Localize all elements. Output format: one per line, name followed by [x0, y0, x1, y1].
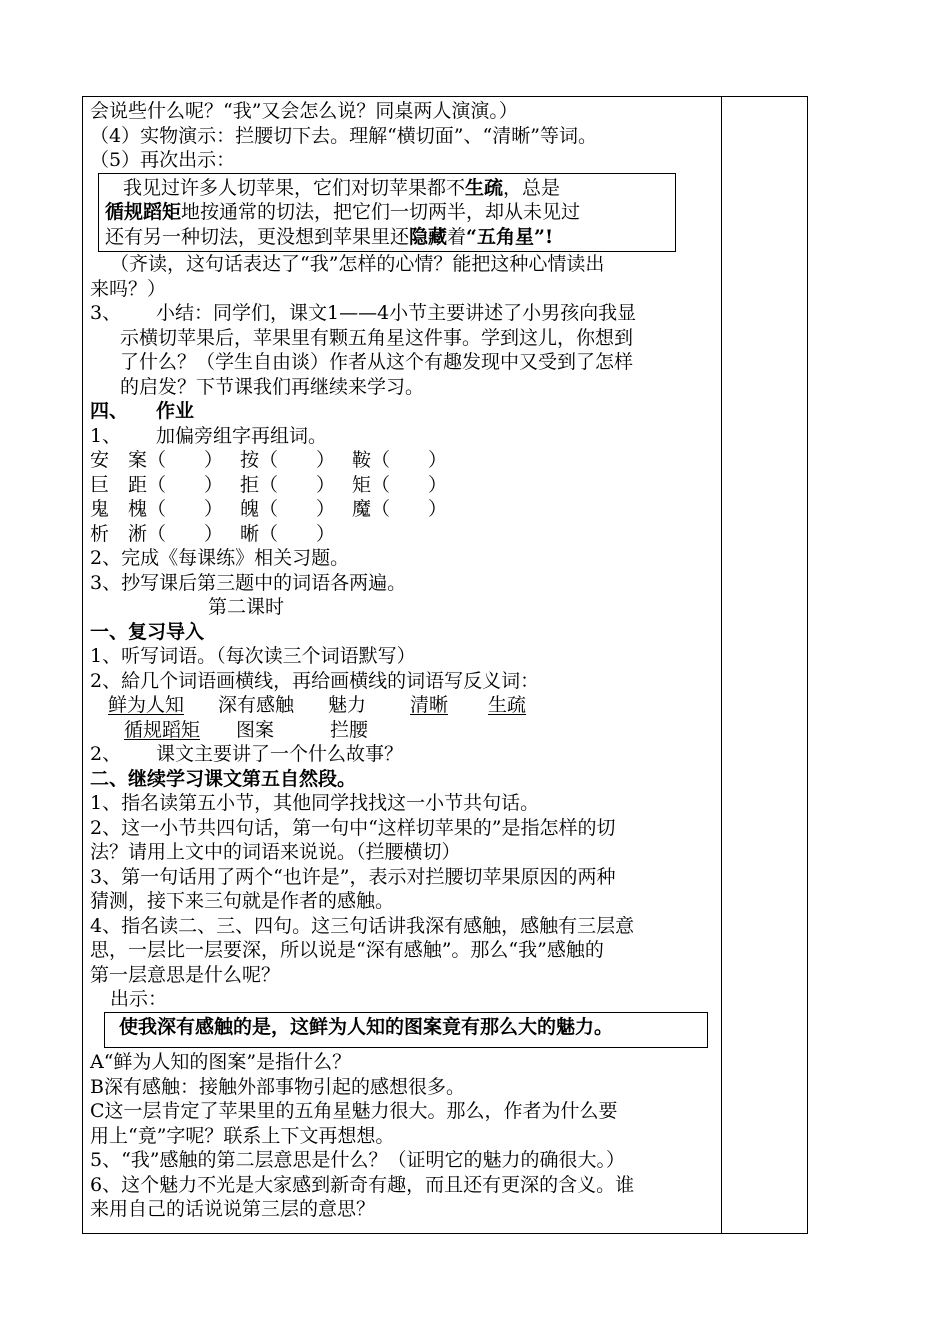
section-heading: 二、继续学习课文第五自然段。 — [90, 767, 357, 790]
word-underlined: 生疏 — [488, 694, 527, 716]
text-line: （5）再次出示： — [90, 149, 236, 171]
word: 图案 — [236, 718, 275, 741]
word-underlined: 鲜为人知 — [108, 694, 185, 716]
quote-box — [98, 173, 676, 253]
char-cell: 按（ ） — [240, 449, 336, 471]
body-text: 用上“竟”字呢？联系上下文再想想。 — [90, 1124, 395, 1147]
text-line: （齐读，这句话表达了“我”怎样的心情？能把这种心情读出 — [110, 253, 605, 275]
body-text: 来用自己的话说说第三层的意思？ — [90, 1198, 376, 1220]
word-underlined: 清晰 — [410, 694, 449, 716]
quote-text: 我见过许多人切苹果，它们对切苹果都不 — [123, 176, 466, 199]
word-underlined: 循规蹈矩 — [124, 718, 201, 741]
char-cell: 巨 距（ ） — [90, 473, 224, 496]
keyword-xunguidaoju: 循规蹈矩 — [105, 201, 182, 223]
keyword-shengshu: 生疏 — [465, 176, 504, 199]
review-text: 2、給几个词语画横线，再给画横线的词语写反义词： — [90, 669, 540, 692]
summary-text: 了什么？（学生自由谈）作者从这个有趣发现中又受到了怎样 — [120, 351, 634, 373]
lesson-period-title: 第二课时 — [208, 596, 285, 618]
item-number: 1、 — [90, 424, 122, 447]
word: 拦腰 — [330, 718, 369, 741]
quote-text: 地按通常的切法，把它们一切两半，却从未见过 — [181, 201, 581, 223]
homework-text: 3、抄写课后第三题中的词语各两遍。 — [90, 571, 407, 594]
summary-text: 的启发？下节课我们再继续来学习。 — [120, 375, 425, 398]
body-text: A“鲜为人知的图案”是指什么？ — [90, 1051, 352, 1073]
body-text: 2、这一小节共四句话，第一句中“这样切苹果的”是指怎样的切 — [90, 816, 616, 839]
quote-text: ，总是 — [503, 176, 561, 199]
char-cell: 魔（ ） — [352, 498, 448, 520]
word: 深有感触 — [218, 694, 295, 716]
body-text: 第一层意思是什么呢？ — [90, 963, 281, 986]
review-text: 课文主要讲了一个什么故事？ — [156, 743, 404, 765]
char-cell: 拒（ ） — [240, 473, 336, 496]
char-row — [90, 497, 720, 522]
quote-text: 着 — [447, 225, 467, 248]
keyword-yincang: 隐藏 — [409, 225, 448, 248]
summary-text: 示横切苹果后，苹果里有颗五角星这件事。学到这儿，你想到 — [120, 326, 634, 349]
review-text: 1、听写词语。（每次读三个词语默写） — [90, 645, 416, 667]
homework-text: 加偏旁组字再组词。 — [156, 424, 328, 447]
quote-box — [104, 1012, 708, 1049]
quote-text: 使我深有感触的是，这鲜为人知的图案竟有那么大的魅力。 — [119, 1015, 614, 1038]
section-number: 四、 — [90, 400, 129, 422]
body-text: 法？请用上文中的词语来说说。（拦腰横切） — [90, 841, 461, 863]
word-row — [90, 718, 720, 743]
char-row — [90, 473, 720, 498]
text-line: （4）实物演示：拦腰切下去。理解“横切面”、“清晰”等词。 — [90, 124, 597, 147]
char-row — [90, 448, 720, 473]
word: 魅力 — [328, 694, 367, 716]
section-heading: 作业 — [156, 400, 195, 422]
body-text: C这一层肯定了苹果里的五角星魅力很大。那么，作者为什么要 — [90, 1100, 618, 1122]
body-text: 出示： — [110, 988, 168, 1010]
body-text: 1、指名读第五小节，其他同学找找这一小节共句话。 — [90, 792, 540, 814]
quote-text: 还有另一种切法，更没想到苹果里还 — [105, 225, 410, 248]
char-cell: 晰（ ） — [240, 522, 336, 545]
char-cell: 安 案（ ） — [90, 449, 224, 471]
char-row — [90, 522, 720, 547]
homework-text: 2、完成《每课练》相关习题。 — [90, 547, 350, 569]
body-text: 5、“我”感触的第二层意思是什么？（证明它的魅力的确很大。） — [90, 1149, 626, 1171]
lesson-content — [90, 99, 720, 1222]
body-text: 4、指名读二、三、四句。这三句话讲我深有感触，感触有三层意 — [90, 914, 635, 937]
word-row — [90, 693, 720, 718]
text-line: 会说些什么呢？“我”又会怎么说？同桌两人演演。） — [90, 100, 518, 122]
char-cell: 矩（ ） — [352, 473, 448, 496]
item-number: 3、 — [90, 302, 122, 324]
body-text: 3、第一句话用了两个“也许是”，表示对拦腰切苹果原因的两种 — [90, 865, 616, 888]
char-cell: 鞍（ ） — [352, 449, 448, 471]
item-number: 2、 — [90, 743, 122, 765]
body-text: B深有感触：接触外部事物引起的感想很多。 — [90, 1075, 465, 1098]
table-column-divider — [721, 96, 722, 1234]
body-text: 思，一层比一层要深，所以说是“深有感触”。那么“我”感触的 — [90, 939, 604, 961]
body-text: 6、这个魅力不光是大家感到新奇有趣，而且还有更深的含义。谁 — [90, 1173, 635, 1196]
char-cell: 鬼 槐（ ） — [90, 498, 224, 520]
section-heading: 一、复习导入 — [90, 620, 205, 643]
char-cell: 魄（ ） — [240, 498, 336, 520]
char-cell: 析 淅（ ） — [90, 522, 224, 545]
summary-text: 小结：同学们，课文1——4小节主要讲述了小男孩向我显 — [156, 302, 637, 324]
keyword-wujiaoxing: “五角星”! — [466, 225, 554, 248]
text-line: 来吗？） — [90, 277, 167, 300]
body-text: 猜测，接下来三句就是作者的感触。 — [90, 890, 395, 912]
